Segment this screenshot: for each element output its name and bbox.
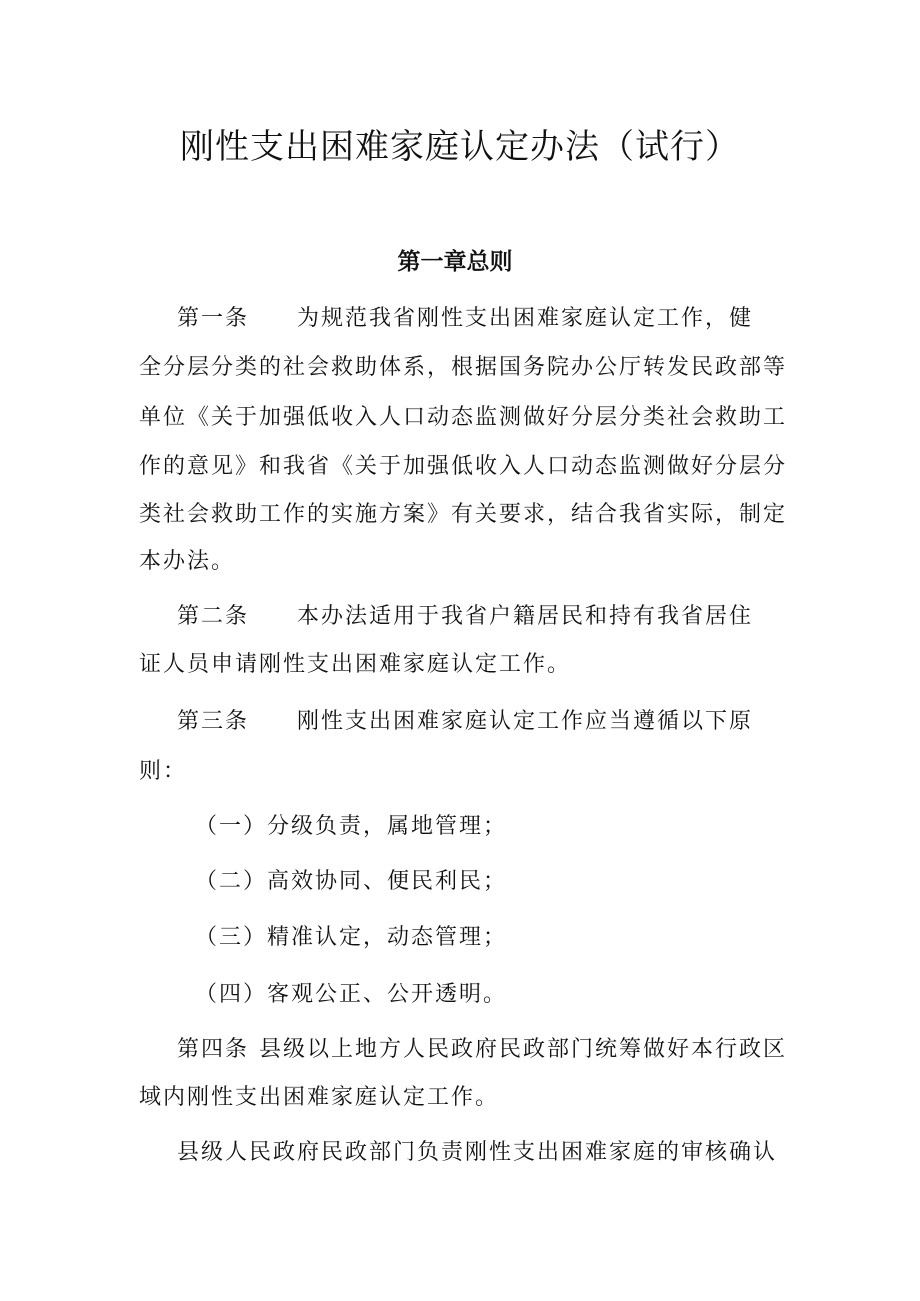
article-1-line-5: 类社会救助工作的实施方案》有关要求，结合我省实际，制定 — [139, 502, 788, 527]
article-1-first-line — [177, 304, 817, 334]
article-2-line-2: 证人员申请刚性支出困难家庭认定工作。 — [139, 652, 572, 677]
article-3-line-2: 则： — [139, 759, 188, 784]
article-4-first-line — [177, 1035, 817, 1065]
document-title: 刚性支出困难家庭认定办法（试行） — [180, 127, 740, 167]
article-3-first-line — [177, 707, 817, 737]
article-3-item-4: （四）客观公正、公开透明。 — [195, 982, 508, 1007]
article-3-text: 刚性支出困难家庭认定工作应当遵循以下原 — [297, 709, 754, 734]
article-3-label: 第三条 — [177, 709, 250, 734]
chapter-heading: 第一章总则 — [397, 249, 513, 275]
article-4-line-2: 域内刚性支出困难家庭认定工作。 — [139, 1085, 500, 1110]
article-1-line-4: 作的意见》和我省《关于加强低收入人口动态监测做好分层分 — [139, 454, 788, 479]
article-4-text: 县级以上地方人民政府民政部门统筹做好本行政区 — [259, 1037, 788, 1062]
article-1-line-3: 单位《关于加强低收入人口动态监测做好分层分类社会救助工 — [139, 405, 788, 430]
article-2-text: 本办法适用于我省户籍居民和持有我省居住 — [297, 604, 754, 629]
article-3-item-1: （一）分级负责，属地管理； — [195, 814, 508, 839]
article-3-item-3: （三）精准认定，动态管理； — [195, 925, 508, 950]
article-1-line-6: 本办法。 — [139, 549, 236, 574]
article-2-label: 第二条 — [177, 604, 250, 629]
article-1-label: 第一条 — [177, 306, 250, 331]
article-1-text: 为规范我省刚性支出困难家庭认定工作，健 — [297, 306, 754, 331]
article-2-first-line — [177, 602, 817, 632]
article-3-item-2: （二）高效协同、便民利民； — [195, 869, 508, 894]
article-4-paragraph-2-line-1: 县级人民政府民政部门负责刚性支出困难家庭的审核确认 — [177, 1140, 778, 1165]
article-4-label: 第四条 — [177, 1037, 250, 1062]
article-1-line-2: 全分层分类的社会救助体系，根据国务院办公厅转发民政部等 — [139, 355, 788, 380]
